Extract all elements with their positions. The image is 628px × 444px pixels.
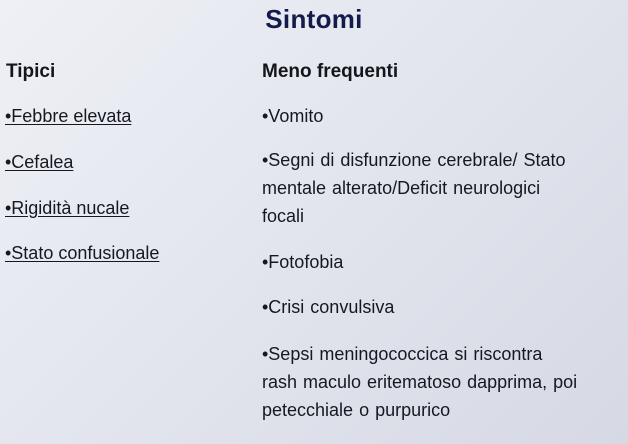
typical-item-headache xyxy=(5,152,73,173)
item-line: •Crisi convulsiva xyxy=(262,297,395,317)
item-line: •Sepsi meningococcica si riscontra xyxy=(262,344,543,364)
typical-heading: Tipici xyxy=(6,61,56,82)
typical-item-label: •Stato confusionale xyxy=(5,243,160,263)
item-line: petecchiale o purpurico xyxy=(262,400,451,420)
item-line: mentale alterato/Deficit neurologici xyxy=(262,178,541,198)
less-frequent-heading: Meno frequenti xyxy=(262,61,399,82)
typical-item-fever xyxy=(5,106,131,127)
less-frequent-item-vomiting xyxy=(262,102,626,130)
item-line: •Segni di disfunzione cerebrale/ Stato xyxy=(262,150,566,170)
item-line: •Vomito xyxy=(262,106,324,126)
less-frequent-item-cerebral-dysfunction xyxy=(262,146,626,230)
typical-item-neck-stiffness xyxy=(5,198,129,219)
item-line: rash maculo eritematoso dapprima, poi xyxy=(262,372,578,392)
typical-item-label: •Cefalea xyxy=(5,152,74,172)
less-frequent-item-sepsis xyxy=(262,340,626,424)
less-frequent-item-seizure xyxy=(262,293,626,321)
typical-item-confusion xyxy=(5,243,159,264)
typical-item-label: •Rigidità nucale xyxy=(5,198,130,218)
typical-item-label: •Febbre elevata xyxy=(5,106,132,126)
item-line: •Fotofobia xyxy=(262,252,344,272)
item-line: focali xyxy=(262,206,305,226)
less-frequent-item-photophobia xyxy=(262,248,626,276)
slide-title: Sintomi xyxy=(265,4,363,34)
